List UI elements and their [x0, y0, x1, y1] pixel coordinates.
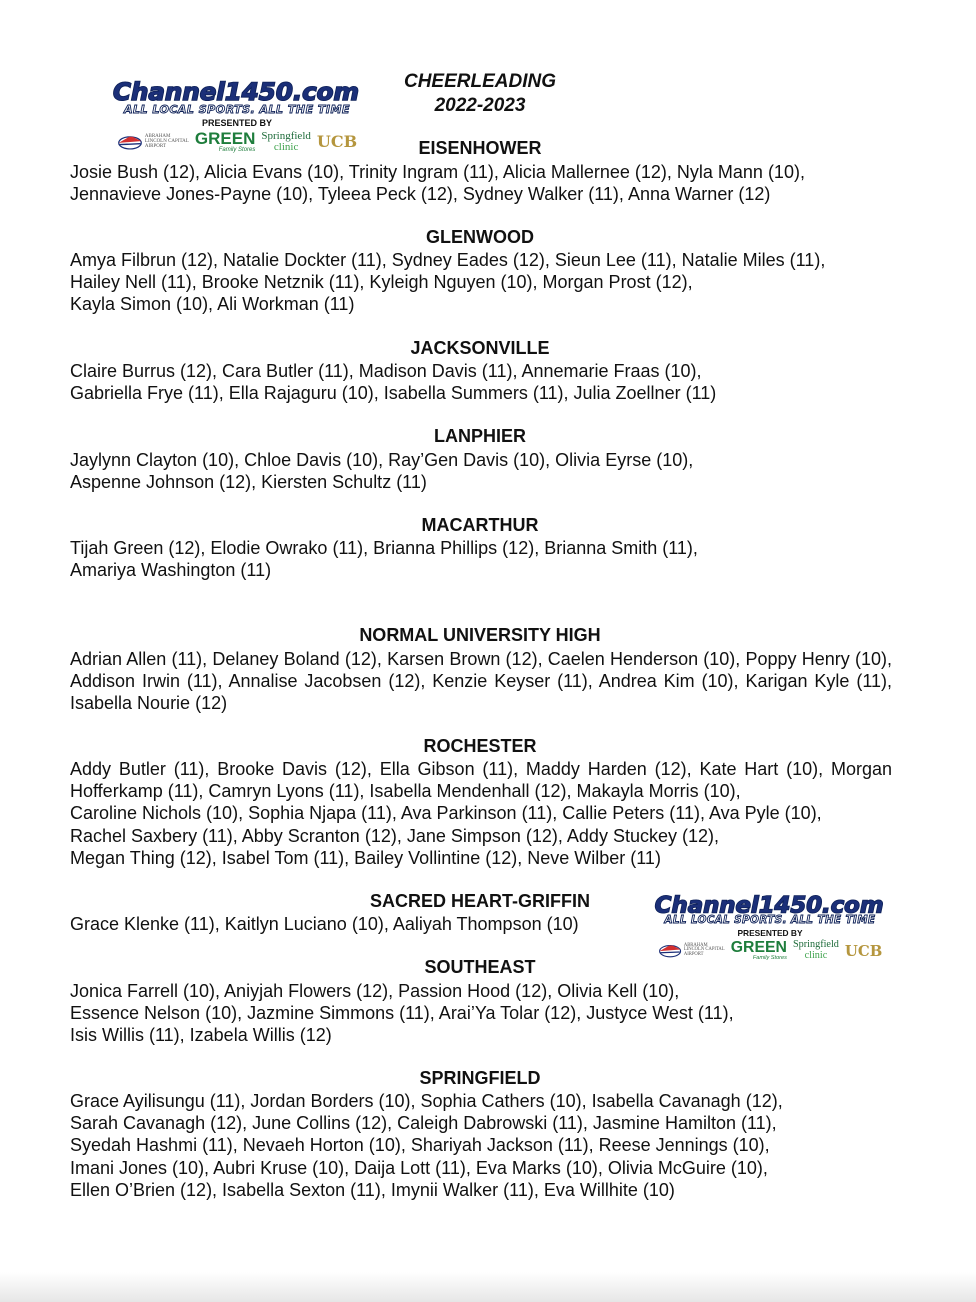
roster-line: Essence Nelson (10), Jazmine Simmons (11), Arai’Ya Tolar (12), Justyce West (11),: [70, 1003, 734, 1024]
channel1450-wordmark: [652, 892, 888, 916]
roster-normal-university-high: Adrian Allen (11), Delaney Boland (12), Karsen Brown (12), Caelen Henderson (10), Poppy Henry (10), Addison Irwin (11), Annalise Jacobsen (12), Kenzie Keyser (11), Andrea Kim (10), Karigan Kyle (11), Isabella Nourie (12): [70, 649, 892, 714]
school-heading-springfield: SPRINGFIELD: [419, 1068, 541, 1088]
page-edge-shadow: [0, 1272, 976, 1302]
roster-line: Addy Butler (11), Brooke Davis (12), Ella Gibson (11), Maddy Harden (12), Kate Hart (10), Morgan Hofferkamp (11), Camryn Lyons (11), Isabella Mendenhall (12), Makayla Morris (10),: [70, 759, 892, 802]
roster-line: Gabriella Frye (11), Ella Rajaguru (10), Isabella Summers (11), Julia Zoellner (11): [70, 383, 717, 404]
roster-line: Hailey Nell (11), Brooke Netznik (11), Kyleigh Nguyen (10), Morgan Prost (12),: [70, 272, 693, 293]
presented-by-label: PRESENTED BY: [737, 928, 803, 939]
roster-line: Megan Thing (12), Isabel Tom (11), Bailey Vollintine (12), Neve Wilber (11): [70, 847, 661, 868]
school-heading-jacksonville: JACKSONVILLE: [410, 338, 550, 358]
school-heading-glenwood: GLENWOOD: [426, 227, 534, 247]
roster-line: Ellen O’Brien (12), Isabella Sexton (11), Imynii Walker (11), Eva Willhite (10): [70, 1179, 675, 1200]
roster-rochester: [70, 758, 892, 869]
school-heading-sacred-heart-griffin: SACRED HEART-GRIFFIN: [370, 891, 590, 911]
green-family-stores-logo: GREEN Family Stores: [730, 939, 787, 961]
title-season: 2022-2023: [434, 95, 526, 116]
roster-line: Tijah Green (12), Elodie Owrako (11), Brianna Phillips (12), Brianna Smith (11),: [70, 538, 698, 558]
roster-line: Syedah Hashmi (11), Nevaeh Horton (10), Shariyah Jackson (11), Reese Jennings (10),: [70, 1135, 770, 1156]
roster-lanphier: [70, 449, 892, 493]
roster-eisenhower: [70, 161, 892, 205]
ucb-logo: UCB: [844, 941, 883, 960]
school-heading-eisenhower: EISENHOWER: [418, 138, 542, 158]
channel1450-tagline: ALL LOCAL SPORTS. ALL THE TIME: [664, 915, 876, 927]
roster-line: Grace Ayilisungu (11), Jordan Borders (10), Sophia Cathers (10), Isabella Cavanagh (12),: [70, 1091, 783, 1111]
green-family-stores-logo: GREEN Family Stores: [194, 129, 256, 153]
school-heading-normal-university-high: NORMAL UNIVERSITY HIGH: [359, 625, 601, 645]
page-title: [380, 70, 580, 118]
roster-line: Amariya Washington (11): [70, 560, 272, 581]
roster-glenwood: [70, 249, 892, 316]
roster-line: Jonica Farrell (10), Aniyjah Flowers (12), Passion Hood (12), Olivia Kell (10),: [70, 981, 680, 1001]
roster-line: Jaylynn Clayton (10), Chloe Davis (10), Ray’Gen Davis (10), Olivia Eyrse (10),: [70, 450, 694, 470]
roster-line: Caroline Nichols (10), Sophia Njapa (11), Ava Parkinson (11), Callie Peters (11), Ava Pyle (10),: [70, 803, 822, 824]
springfield-clinic-logo: Springfield clinic: [792, 939, 839, 961]
channel1450-wordmark: [110, 78, 364, 104]
airport-logo-text: ABRAHAM LINCOLN CAPITAL AIRPORT: [144, 134, 189, 149]
channel1450-tagline: ALL LOCAL SPORTS. ALL THE TIME: [124, 103, 350, 116]
roster-line: Grace Klenke (11), Kaitlyn Luciano (10), Aaliyah Thompson (10): [70, 914, 579, 934]
presented-by-label: PRESENTED BY: [201, 118, 272, 128]
roster-line: Jennavieve Jones-Payne (10), Tyleea Peck (12), Sydney Walker (11), Anna Warner (12): [70, 184, 771, 205]
title-sport: CHEERLEADING: [403, 71, 556, 92]
roster-jacksonville: [70, 360, 892, 404]
roster-line: Imani Jones (10), Aubri Kruse (10), Daija Lott (11), Eva Marks (10), Olivia McGuire (10),: [70, 1157, 768, 1178]
roster-line: Claire Burrus (12), Cara Butler (11), Madison Davis (11), Annemarie Fraas (10),: [70, 361, 702, 381]
roster-line: Rachel Saxbery (11), Abby Scranton (12), Jane Simpson (12), Addy Stuckey (12),: [70, 825, 719, 846]
roster-line: Sarah Cavanagh (12), June Collins (12), Caleigh Dabrowski (11), Jasmine Hamilton (11),: [70, 1113, 777, 1134]
roster-line: Josie Bush (12), Alicia Evans (10), Trinity Ingram (11), Alicia Mallernee (12), Nyla Mann (10),: [70, 162, 805, 182]
channel1450-logo-bottom: [652, 892, 888, 961]
school-heading-rochester: ROCHESTER: [423, 736, 537, 756]
school-heading-macarthur: MACARTHUR: [421, 515, 539, 535]
springfield-clinic-logo: Springfield clinic: [261, 129, 311, 153]
wordmark-text: Channel1450.com: [654, 892, 884, 917]
school-heading-southeast: SOUTHEAST: [424, 957, 536, 977]
roster-line: Aspenne Johnson (12), Kiersten Schultz (11): [70, 472, 427, 493]
airport-logo-text: ABRAHAM LINCOLN CAPITAL AIRPORT: [683, 942, 725, 958]
school-heading-lanphier: LANPHIER: [433, 426, 526, 446]
ucb-logo: UCB: [316, 132, 358, 151]
roster-springfield: [70, 1090, 892, 1201]
roster-southeast: [70, 980, 892, 1047]
roster-line: Amya Filbrun (12), Natalie Dockter (11), Sydney Eades (12), Sieun Lee (11), Natalie Miles (11),: [70, 250, 826, 270]
wordmark-text: Channel1450.com: [113, 78, 359, 104]
roster-line: Kayla Simon (10), Ali Workman (11): [70, 294, 355, 315]
roster-line: Isis Willis (11), Izabela Willis (12): [70, 1025, 332, 1046]
roster-macarthur: [70, 537, 892, 581]
